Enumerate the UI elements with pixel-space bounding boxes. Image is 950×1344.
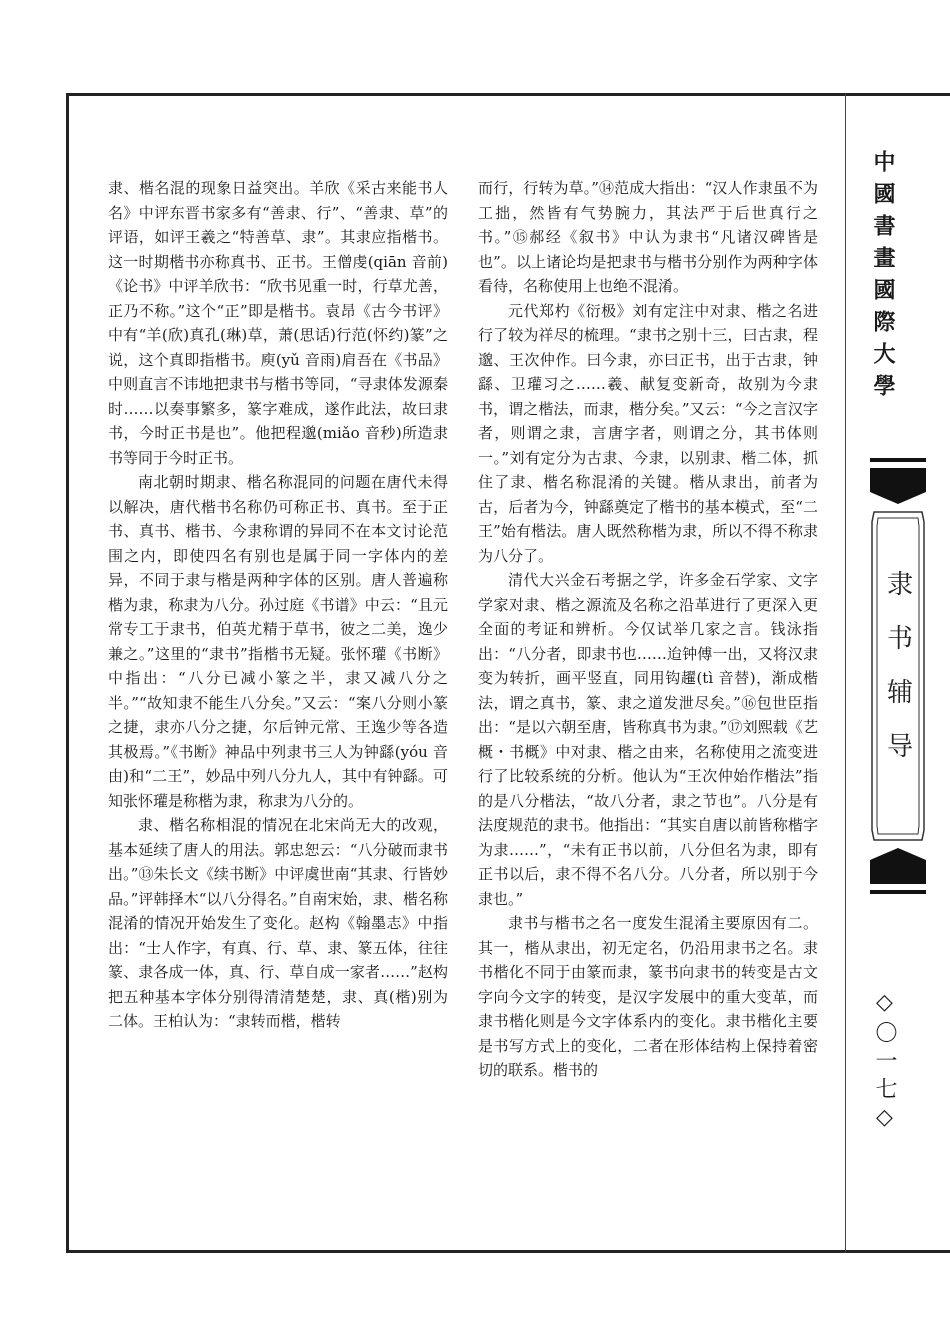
paragraph: 而行，行转为草。”⑭范成大指出：“汉人作隶虽不为工拙，然皆有气势腕力，其法严于后世真行之书。”⑮郝经《叙书》中认为隶书“凡诸汉碑皆是也”。以上诸论均是把隶书与楷书分别作为两种字体看待，名称使用上也绝不混淆。 <box>478 179 818 295</box>
right-text-column <box>478 176 818 1083</box>
sidebar-divider <box>845 93 846 1253</box>
university-name: 中國書畫國際大學 <box>870 150 895 406</box>
left-text-column <box>108 176 448 1034</box>
paragraph: 隶书与楷书之名一度发生混淆主要原因有二。其一，楷从隶出，初无定名，仍沿用隶书之名。隶书楷化不同于由篆而隶，篆书向隶书的转变是古文字向今文字的转变，是汉字发展中的重大变革，而隶书楷化则是今文字体系内的变化。隶书楷化主要是书写方式上的变化，二者在形体结构上保持着密切的联系。楷书的 <box>478 914 818 1079</box>
paragraph: 南北朝时期隶、楷名称混同的问题在唐代未得以解决，唐代楷书名称仍可称正书、真书。至于正书、真书、楷书、今隶称谓的异同不在本文讨论范围之内，即使四名有别也是属于同一字体内的差异，不同于隶与楷是两种字体的区别。唐人普遍称楷为隶，称隶为八分。孙过庭《书谱》中云：“且元常专工于隶书，伯英尤精于草书，彼之二美，逸少兼之。”这里的“隶书”指楷书无疑。张怀瓘《书断》中指出：“八分已减小篆之半，隶又减八分之半。”“故知隶不能生八分矣。”又云：“案八分则小篆之捷，隶亦八分之捷，尔后钟元常、王逸少等各造其极焉。”《书断》神品中列隶书三人为钟繇(yóu 音由)和“二王”，妙品中列八分九人，其中有钟繇。可知张怀瓘是称楷为隶，称隶为八分的。 <box>108 473 448 810</box>
section-title: 隶书辅导 <box>882 570 913 786</box>
paragraph: 清代大兴金石考据之学，许多金石学家、文字学家对隶、楷之源流及名称之沿革进行了更深入更全面的考证和辨析。今仅试举几家之言。钱泳指出：“八分者，即隶书也……迨钟傅一出，又将汉隶变为转折，画平竖直，同用钩趯(tì 音替)，渐成楷法，谓之真书，篆、隶之道发泄尽矣。”⑯包世臣指出：“是以六朝至唐，皆称真书为隶。”⑰刘熙载《艺概・书概》中对隶、楷之由来，名称使用之流变进行了比较系统的分析。他认为“王次仲始作楷法”指的是八分楷法，“故八分者，隶之节也”。八分是有法度规范的隶书。他指出：“其实自唐以前皆称楷字为隶……”，“未有正书以前，八分但名为隶，即有正书以后，隶不得不名八分。八分者，所以别于今隶也。” <box>478 571 818 908</box>
paragraph: 隶、楷名称相混的情况在北宋尚无大的改观，基本延续了唐人的用法。郭忠恕云：“八分破而隶书出。”⑬朱长文《续书断》中评虞世南“其隶、行皆妙品。”评韩择木“以八分得名。”自南宋始，隶、楷名称混淆的情况开始发生了变化。赵构《翰墨志》中指出：“士人作字，有真、行、草、隶、篆五体，往往篆、隶各成一体，真、行、草自成一家者……”赵构把五种基本字体分别得清清楚楚，隶、真(楷)别为二体。王柏认为：“隶转而楷，楷转 <box>108 816 448 1030</box>
paragraph: 隶、楷名混的现象日益突出。羊欣《采古来能书人名》中评东晋书家多有“善隶、行”、“善隶、草”的评语，如评王羲之“特善草、隶”。其隶应指楷书。这一时期楷书亦称真书、正书。王僧虔(qiān 音前)《论书》中评羊欣书：“欣书见重一时，行草尤善，正乃不称。”这个“正”即是楷书。袁昂《古今书评》中有“羊(欣)真孔(琳)草，萧(思话)行范(怀约)篆”之说，这个真即指楷书。庾(yǔ 音雨)肩吾在《书品》中则直言不讳地把隶书与楷书等同，“寻隶体发源秦时……以奏事繁多，篆字难成，遂作此法，故曰隶书，今时正书是也”。他把程邈(miǎo 音秒)所造隶书等同于今时正书。 <box>108 179 448 467</box>
paragraph: 元代郑杓《衍极》刘有定注中对隶、楷之名进行了较为祥尽的梳理。“隶书之别十三，曰古隶，程邈、王次仲作。曰今隶，亦曰正书，出于古隶，钟繇、卫瓘习之……羲、献复变新奇，故别为今隶书，谓之楷法，而隶，楷分矣。”又云：“今之言汉字者，则谓之隶，言唐字者，则谓之分，其书体则一。”刘有定分为古隶、今隶，以别隶、楷二体，抓住了隶、楷名称混淆的关键。楷从隶出，前者为古，后者为今，钟繇奠定了楷书的基本模式，至“二王”始有楷法。唐人既然称楷为隶，所以不得不称隶为八分了。 <box>478 301 818 565</box>
section-banner <box>868 458 928 894</box>
page-number: ◇〇一七◇ <box>872 990 897 1136</box>
